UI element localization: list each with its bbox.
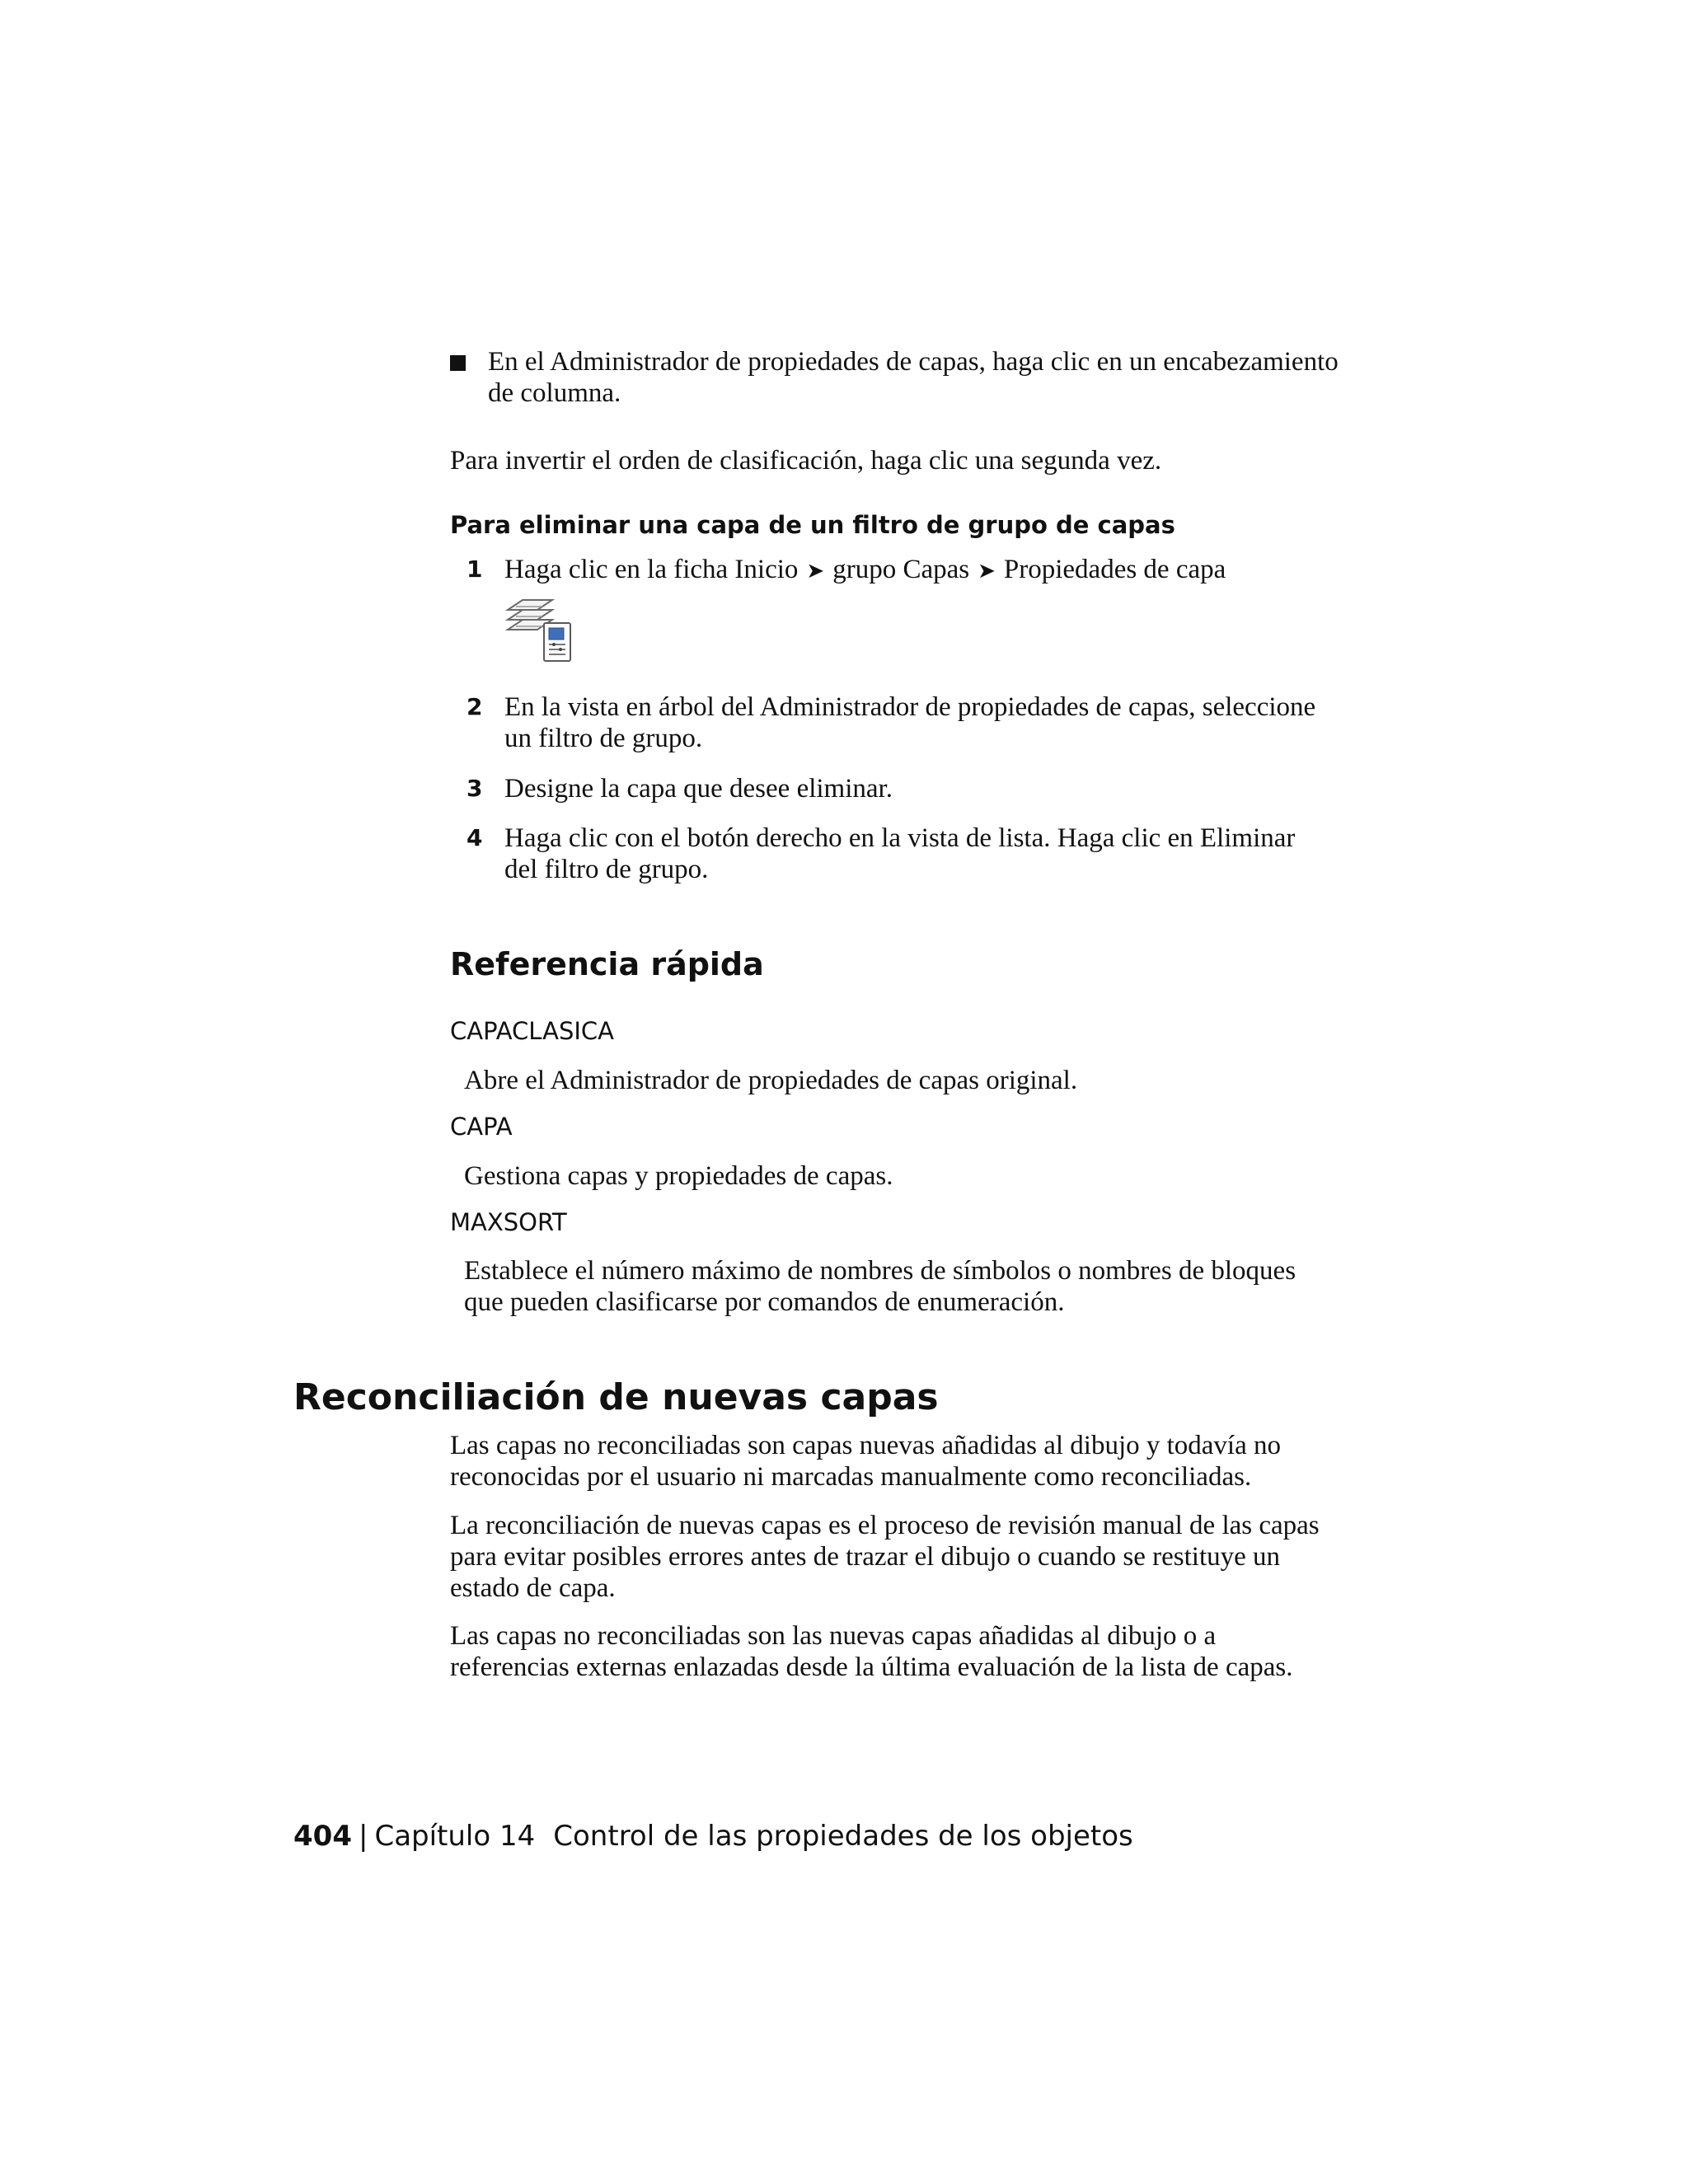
footer-chapter: Capítulo 14: [374, 1820, 536, 1853]
footer-separator: |: [358, 1820, 368, 1853]
step-number: 4: [467, 824, 483, 851]
bullet-square-icon: [450, 355, 466, 371]
procedure-heading: Para eliminar una capa de un filtro de grupo de capas: [450, 511, 1175, 539]
page-number: 404: [293, 1820, 352, 1853]
arrow-right-icon: ➤: [978, 559, 996, 583]
step1-text-start: Haga clic en la ficha Inicio: [504, 555, 799, 584]
step-number: 3: [467, 775, 483, 802]
bullet-text: En el Administrador de propiedades de capas, haga clic en un encabezamiento de columna.: [488, 347, 1339, 408]
invert-order-paragraph: Para invertir el orden de clasificación, haga clic una segunda vez.: [450, 446, 1162, 476]
command-description: Establece el número máximo de nombres de símbolos o nombres de bloques que pueden clasificarse por comandos de enumeración.: [464, 1256, 1296, 1317]
page-footer: [293, 1820, 1133, 1853]
step-text: Designe la capa que desee eliminar.: [504, 774, 893, 804]
section-heading: Reconciliación de nuevas capas: [293, 1376, 939, 1418]
step1-text-end: Propiedades de capa: [1003, 555, 1226, 584]
step-number: 2: [467, 693, 483, 720]
command-name[interactable]: CAPACLASICA: [450, 1017, 615, 1045]
step-text: [504, 554, 1329, 587]
section-paragraph: Las capas no reconciliadas son capas nuevas añadidas al dibujo y todavía no reconocidas por el usuario ni marcadas manualmente como reconciliadas.: [450, 1431, 1281, 1492]
section-paragraph: La reconciliación de nuevas capas es el proceso de revisión manual de las capas para evitar posibles errores antes de trazar el dibujo o cuando se restituye un estado de capa.: [450, 1511, 1320, 1603]
command-name[interactable]: CAPA: [450, 1113, 513, 1141]
step-number: 1: [467, 555, 483, 583]
step1-text-middle: grupo Capas: [832, 555, 970, 584]
layer-properties-icon: [504, 590, 579, 666]
command-description: Gestiona capas y propiedades de capas.: [464, 1161, 893, 1191]
section-paragraph: Las capas no reconciliadas son las nuevas capas añadidas al dibujo o a referencias externas enlazadas desde la última evaluación de la lista de capas.: [450, 1621, 1293, 1682]
arrow-right-icon: ➤: [806, 559, 825, 583]
quick-reference-heading: Referencia rápida: [450, 946, 764, 982]
command-name[interactable]: MAXSORT: [450, 1208, 567, 1236]
step-text: Haga clic con el botón derecho en la vista de lista. Haga clic en Eliminar del filtro de grupo.: [504, 823, 1296, 884]
command-description: Abre el Administrador de propiedades de capas original.: [464, 1066, 1078, 1095]
step-text: En la vista en árbol del Administrador de propiedades de capas, seleccione un filtro de grupo.: [504, 692, 1316, 753]
footer-chapter-title: Control de las propiedades de los objetos: [553, 1820, 1133, 1853]
